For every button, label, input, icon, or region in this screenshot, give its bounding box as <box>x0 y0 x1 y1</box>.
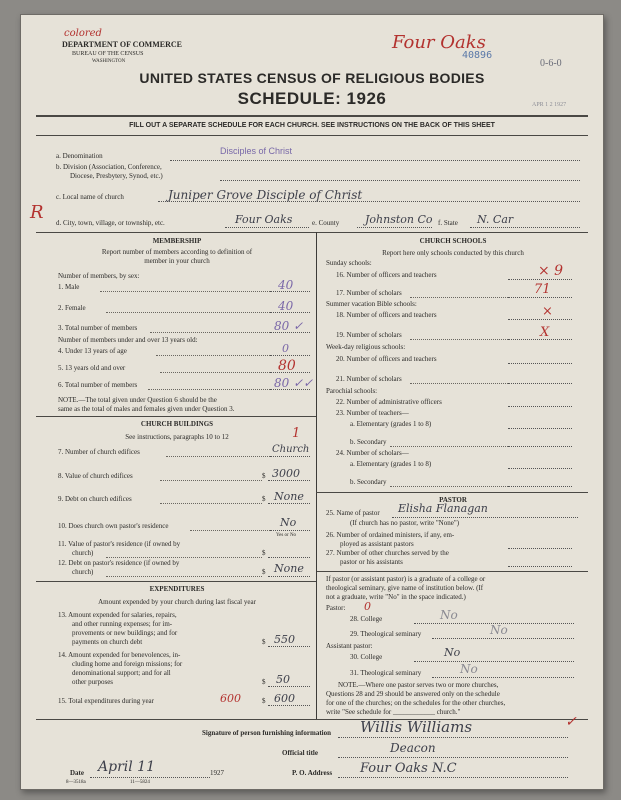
leader <box>160 372 270 373</box>
city-value: Four Oaks <box>235 213 293 226</box>
pastor-note-3: for one of the churches; on the schedules for the other churches, <box>326 699 506 707</box>
q9-field <box>268 503 310 504</box>
form-subtitle: SCHEDULE: 1926 <box>237 89 387 108</box>
received-date-stamp: APR 1 2 1927 <box>532 102 567 108</box>
q18-field <box>508 319 572 320</box>
rule <box>36 719 588 720</box>
q28-label: 28. College <box>350 615 383 623</box>
q26-label: 26. Number of ordained ministers, if any, em- <box>326 531 455 539</box>
q25-note: (If church has no pastor, write "None") <box>350 519 460 527</box>
q2-value: 40 <box>278 299 294 313</box>
q9-label: 9. Debt on church edifices <box>58 495 132 503</box>
leader <box>160 503 262 504</box>
college-note: If pastor (or assistant pastor) is a graduate of a college or <box>326 575 486 583</box>
rule <box>36 416 316 417</box>
q30-value: No <box>444 646 461 659</box>
leader <box>166 456 270 457</box>
q22-label: 22. Number of administrative officers <box>336 398 442 406</box>
q12-dollar: $ <box>262 568 266 576</box>
q13-label-4: payments on church debt <box>72 638 143 646</box>
q31-value: No <box>460 662 478 676</box>
q7-label: 7. Number of church edifices <box>58 448 140 456</box>
department-label: DEPARTMENT OF COMMERCE <box>62 40 183 49</box>
four-oaks-annotation: Four Oaks <box>392 32 486 53</box>
leader <box>390 486 508 487</box>
pastor-note-2: Questions 28 and 29 should be answered only on the schedule <box>326 690 500 698</box>
college-note-3: not a graduate, write "No" in the space indicated.) <box>326 593 466 601</box>
q30-field <box>414 661 574 662</box>
check-mark: ✓ <box>565 714 577 730</box>
leader <box>410 339 508 340</box>
q15-red-total: 600 <box>220 692 241 705</box>
q17-field <box>508 297 572 298</box>
church-name-value: Juniper Grove Disciple of Christ <box>168 188 363 202</box>
q23-label: 23. Number of teachers— <box>336 409 409 417</box>
form-number: 8—3518a <box>66 780 86 785</box>
q17-value: 71 <box>534 282 551 297</box>
signature-field <box>338 737 568 738</box>
membership-instruction-2: member in your church <box>144 257 210 265</box>
assistant-pastor-label: Assistant pastor: <box>326 642 373 650</box>
r-annotation: R <box>30 202 44 223</box>
q7-count: 1 <box>292 426 301 441</box>
q15-dollar: $ <box>262 697 266 705</box>
denomination-value: Disciples of Christ <box>220 146 293 156</box>
q1-value: 40 <box>278 278 294 292</box>
q12-value: None <box>274 562 304 575</box>
date-value: April 11 <box>98 759 155 775</box>
q13-label-2: and other running expenses; for im- <box>72 620 173 628</box>
q15-label: 15. Total expenditures during year <box>58 697 154 705</box>
leader <box>160 480 262 481</box>
washington-label: WASHINGTON <box>92 59 126 64</box>
column-divider <box>316 571 317 719</box>
q8-field <box>268 480 310 481</box>
column-divider <box>316 556 317 572</box>
q23a-label: a. Elementary (grades 1 to 8) <box>350 420 432 428</box>
po-address-label: P. O. Address <box>292 769 333 777</box>
q13-label-3: provements or new buildings; and for <box>72 629 178 637</box>
q24b-field <box>508 486 572 487</box>
leader <box>148 389 270 390</box>
q12-label-2: church) <box>72 568 94 576</box>
q14-field <box>268 686 310 687</box>
q25-label: 25. Name of pastor <box>326 509 380 517</box>
q14-label-3: denominational support; and for all <box>72 669 171 677</box>
leader <box>106 576 262 577</box>
yes-or-no-label: Yes or No <box>276 533 297 538</box>
q16-label: 16. Number of officers and teachers <box>336 271 437 279</box>
q12-field <box>268 576 310 577</box>
column-divider <box>316 232 317 556</box>
leader <box>390 446 508 447</box>
q31-field <box>432 677 574 678</box>
q14-label: 14. Amount expended for benevolences, in- <box>58 651 181 659</box>
schools-instruction: Report here only schools conducted by this church <box>382 249 524 257</box>
pastor-name-value: Elisha Flanagan <box>398 502 488 515</box>
form-title: UNITED STATES CENSUS OF RELIGIOUS BODIES <box>139 70 485 86</box>
pastor-name-field <box>392 517 578 518</box>
leader <box>410 383 508 384</box>
buildings-instruction: See instructions, paragraphs 10 to 12 <box>125 433 229 441</box>
denomination-label: a. Denomination <box>56 152 103 160</box>
q15-field <box>268 705 310 706</box>
q31-label: 31. Theological seminary <box>350 669 422 677</box>
rule <box>316 571 588 572</box>
state-label: f. State <box>438 219 458 227</box>
q20-field <box>508 363 572 364</box>
q19-label: 19. Number of scholars <box>336 331 402 339</box>
membership-instruction: Report number of members according to definition of <box>101 248 253 256</box>
q7-value: Church <box>272 444 310 455</box>
q17-label: 17. Number of scholars <box>336 289 402 297</box>
rule <box>36 581 316 582</box>
q5-value: 80 <box>278 358 296 374</box>
weekday-schools-label: Week-day religious schools: <box>326 343 406 351</box>
q28-value: No <box>440 608 458 622</box>
q13-dollar: $ <box>262 638 266 646</box>
q4-field <box>270 355 310 356</box>
q23b-field <box>508 446 572 447</box>
age-group-label: Number of members under and over 13 years old: <box>58 336 198 344</box>
print-number: 11—5824 <box>130 780 150 785</box>
colored-annotation: colored <box>64 28 102 39</box>
q7-field <box>270 456 310 457</box>
q21-field <box>508 383 572 384</box>
division-field <box>220 180 580 181</box>
year-label: 1927 <box>210 769 224 777</box>
q27-label: 27. Number of other churches served by the <box>326 549 449 557</box>
church-name-label: c. Local name of church <box>56 193 124 201</box>
pastor-zero-mark: 0 <box>364 600 371 613</box>
q4-label: 4. Under 13 years of age <box>58 347 127 355</box>
expenditures-instruction: Amount expended by your church during last fiscal year <box>98 598 256 606</box>
q16-field <box>508 279 572 280</box>
q2-female-label: 2. Female <box>58 304 86 312</box>
q9-dollar: $ <box>262 495 266 503</box>
instruction-line: FILL OUT A SEPARATE SCHEDULE FOR EACH CHURCH. SEE INSTRUCTIONS ON THE BACK OF THIS SHEET <box>129 122 495 129</box>
city-field <box>225 227 309 228</box>
leader <box>156 355 270 356</box>
q22-field <box>508 406 572 407</box>
expenditures-heading: EXPENDITURES <box>149 585 205 593</box>
q23b-label: b. Secondary <box>350 438 387 446</box>
q24b-label: b. Secondary <box>350 478 387 486</box>
county-field <box>357 227 432 228</box>
po-address-value: Four Oaks N.C <box>360 761 457 776</box>
q5-label: 5. 13 years old and over <box>58 364 126 372</box>
q11-label-2: church) <box>72 549 94 557</box>
city-label: d. City, town, village, or township, etc. <box>56 219 165 227</box>
q6-value: 80 ✓✓ <box>274 376 314 390</box>
schedule-number-stamp: 40896 <box>462 50 493 61</box>
leader <box>190 530 270 531</box>
q29-label: 29. Theological seminary <box>350 630 422 638</box>
q8-label: 8. Value of church edifices <box>58 472 133 480</box>
state-value: N. Car <box>477 213 514 226</box>
state-field <box>470 227 580 228</box>
rule <box>36 115 588 117</box>
q16-value: × 9 <box>538 263 564 279</box>
q12-label: 12. Debt on pastor's residence (if owned by <box>58 559 180 567</box>
q14-label-2: cluding home and foreign missions; for <box>72 660 183 668</box>
rule <box>316 492 588 493</box>
q11-field <box>268 557 310 558</box>
division-label: b. Division (Association, Conference, <box>56 163 162 171</box>
church-schools-heading: CHURCH SCHOOLS <box>419 237 487 245</box>
sunday-schools-label: Sunday schools: <box>326 259 372 267</box>
q20-label: 20. Number of officers and teachers <box>336 355 437 363</box>
q14-dollar: $ <box>262 678 266 686</box>
q11-label: 11. Value of pastor's residence (if owned by <box>58 540 181 548</box>
date-field <box>90 777 210 778</box>
q8-dollar: $ <box>262 472 266 480</box>
signature-value: Willis Williams <box>360 718 473 736</box>
q29-value: No <box>490 623 508 637</box>
date-label: Date <box>70 769 84 777</box>
q24-label: 24. Number of scholars— <box>336 449 409 457</box>
q30-label: 30. College <box>350 653 383 661</box>
q9-value: None <box>274 490 304 503</box>
q11-dollar: $ <box>262 549 266 557</box>
q13-field <box>268 646 310 647</box>
q29-field <box>432 638 574 639</box>
pastor-note: NOTE.—Where one pastor serves two or more churches, <box>338 681 499 689</box>
q14-value: 50 <box>276 673 290 686</box>
q15-value: 600 <box>274 692 295 705</box>
q1-male-label: 1. Male <box>58 283 80 291</box>
q10-value: No <box>280 516 297 529</box>
official-title-field <box>338 757 568 758</box>
q26-label-2: ployed as assistant pastors <box>340 540 414 548</box>
q3-total-label: 3. Total number of members <box>58 324 138 332</box>
official-title-value: Deacon <box>390 741 436 755</box>
membership-heading: MEMBERSHIP <box>152 237 202 245</box>
denomination-field <box>170 160 580 161</box>
q24a-field <box>508 468 572 469</box>
q3-value: 80 ✓ <box>274 319 304 333</box>
rule <box>36 232 588 233</box>
q13-value: 550 <box>274 633 295 646</box>
leader <box>106 557 262 558</box>
census-form-sheet <box>20 14 604 790</box>
q8-value: 3000 <box>272 467 300 480</box>
pastor-note-4: write "See schedule for ____________ church." <box>326 708 461 716</box>
q26-field <box>508 548 572 549</box>
po-address-field <box>338 777 568 778</box>
q10-field <box>270 530 310 531</box>
q23a-field <box>508 428 572 429</box>
membership-note-2: same as the total of males and females given under Question 3. <box>58 405 235 413</box>
division-label-2: Diocese, Presbytery, Synod, etc.) <box>70 172 163 180</box>
members-by-sex-label: Number of members, by sex: <box>58 272 140 280</box>
q18-value: × <box>542 304 553 319</box>
q27-label-2: pastor or his assistants <box>340 558 403 566</box>
college-note-2: theological seminary, give name of institution below. (If <box>326 584 484 592</box>
q19-value: X <box>540 325 550 340</box>
q4-value: 0 <box>282 342 289 355</box>
leader <box>100 291 270 292</box>
county-label: e. County <box>312 219 340 227</box>
county-value: Johnston Co <box>365 213 433 226</box>
q6-label: 6. Total number of members <box>58 381 138 389</box>
q13-label: 13. Amount expended for salaries, repairs, <box>58 611 177 619</box>
q27-field <box>508 566 572 567</box>
parochial-schools-label: Parochial schools: <box>326 387 378 395</box>
official-title-label: Official title <box>282 749 318 757</box>
leader <box>150 332 270 333</box>
bureau-label: BUREAU OF THE CENSUS <box>72 51 144 57</box>
leader <box>410 297 508 298</box>
q21-label: 21. Number of scholars <box>336 375 402 383</box>
pastor-heading: PASTOR <box>439 496 467 504</box>
signature-label: Signature of person furnishing information <box>202 729 331 737</box>
q10-label: 10. Does church own pastor's residence <box>58 522 169 530</box>
code-mark: 0-6-0 <box>540 58 562 69</box>
pastor-sub-label: Pastor: <box>326 604 346 612</box>
q18-label: 18. Number of officers and teachers <box>336 311 437 319</box>
membership-note: NOTE.—The total given under Question 6 should be the <box>58 396 217 404</box>
q14-label-4: other purposes <box>72 678 114 686</box>
rule <box>36 135 588 136</box>
summer-schools-label: Summer vacation Bible schools: <box>326 300 417 308</box>
church-buildings-heading: CHURCH BUILDINGS <box>140 420 214 428</box>
q24a-label: a. Elementary (grades 1 to 8) <box>350 460 432 468</box>
leader <box>106 312 270 313</box>
